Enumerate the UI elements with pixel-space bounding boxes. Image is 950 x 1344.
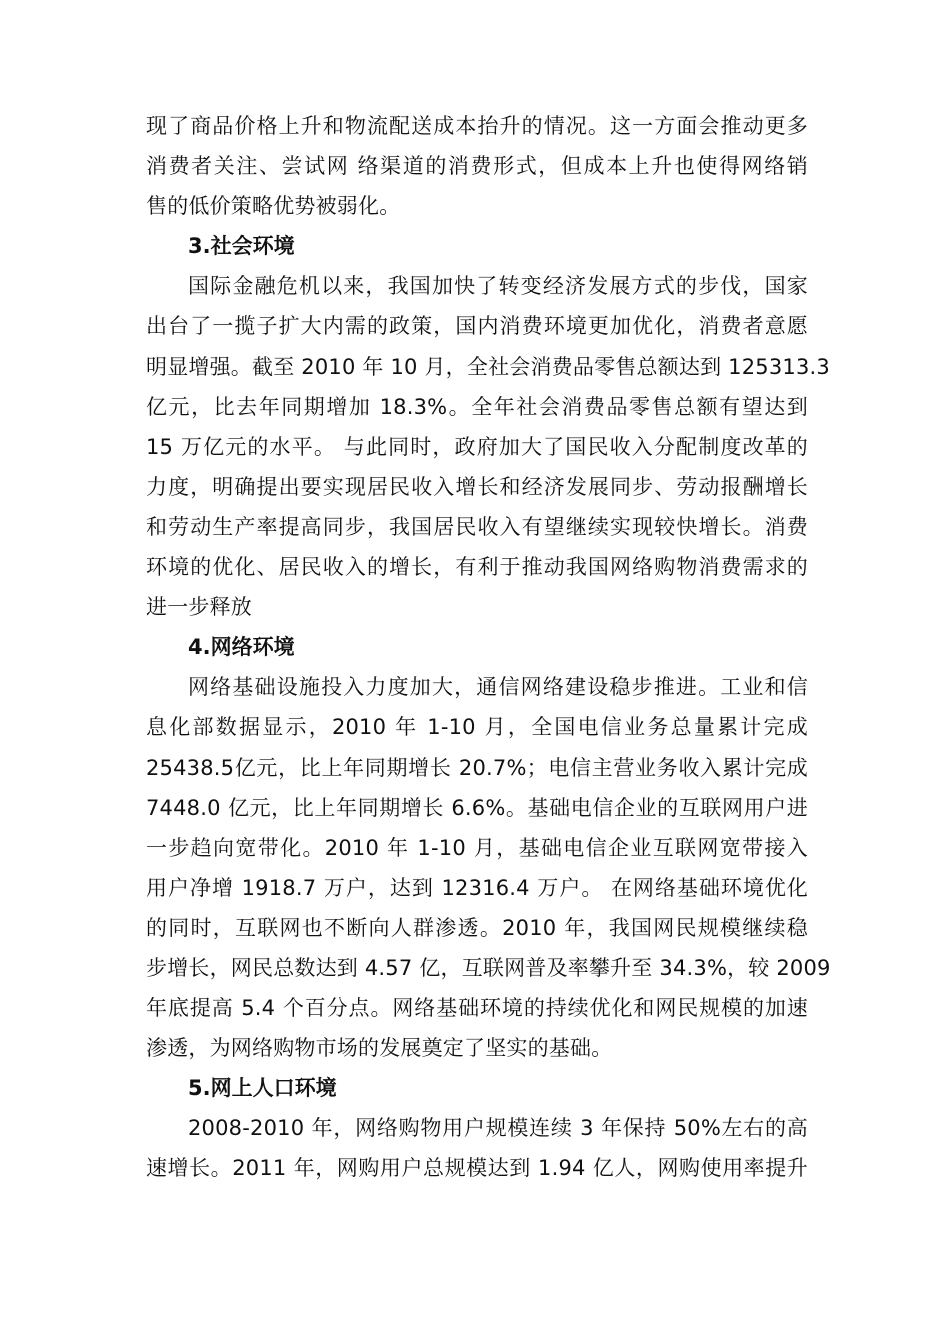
document-page (146, 106, 831, 1189)
section-heading-social: 3.社会环境 (188, 234, 295, 259)
text-line: 出台了一揽子扩大内需的政策，国内消费环境更加优化，消费者意愿 (146, 314, 808, 339)
text-line: 一步趋向宽带化。2010 年 1-10 月，基础电信企业互联网宽带接入 (146, 835, 808, 860)
section-heading-online-population: 5.网上人口环境 (188, 1076, 337, 1101)
text-line: 7448.0 亿元，比上年同期增长 6.6%。基础电信企业的互联网用户进 (146, 795, 808, 820)
text-line: 环境的优化、居民收入的增长，有利于推动我国网络购物消费需求的 (146, 555, 808, 580)
intro-paragraph (146, 106, 808, 226)
text-line: 售的低价策略优势被弱化。 (146, 194, 401, 219)
text-line: 消费者关注、尝试网 络渠道的消费形式，但成本上升也使得网络销 (146, 154, 808, 179)
text-line: 明显增强。截至 2010 年 10 月，全社会消费品零售总额达到 125313.3 (146, 354, 830, 379)
text-line: 现了商品价格上升和物流配送成本抬升的情况。这一方面会推动更多 (146, 114, 808, 138)
text-line: 速增长。2011 年，网购用户总规模达到 1.94 亿人，网购使用率提升 (146, 1156, 808, 1181)
section-heading-network: 4.网络环境 (188, 635, 295, 660)
text-line: 国际金融危机以来，我国加快了转变经济发展方式的步伐，国家 (188, 274, 808, 299)
text-line: 年底提高 5.4 个百分点。网络基础环境的持续优化和网民规模的加速 (146, 996, 808, 1021)
text-line: 亿元，比去年同期增加 18.3%。全年社会消费品零售总额有望达到 (146, 394, 808, 419)
text-line: 15 万亿元的水平。 与此同时，政府加大了国民收入分配制度改革的 (146, 434, 808, 459)
text-line: 的同时，互联网也不断向人群渗透。2010 年，我国网民规模继续稳 (146, 915, 808, 940)
network-environment-paragraph (146, 667, 831, 1068)
text-line: 息化部数据显示，2010 年 1-10 月，全国电信业务总量累计完成 (146, 715, 808, 740)
online-population-paragraph (146, 1108, 808, 1188)
text-line: 力度，明确提出要实现居民收入增长和经济发展同步、劳动报酬增长 (146, 474, 808, 499)
text-line: 步增长，网民总数达到 4.57 亿，互联网普及率攀升至 34.3%，较 2009 (146, 955, 831, 980)
text-line: 网络基础设施投入力度加大，通信网络建设稳步推进。工业和信 (188, 675, 808, 700)
text-line: 和劳动生产率提高同步，我国居民收入有望继续实现较快增长。消费 (146, 514, 808, 539)
social-environment-paragraph (146, 266, 830, 627)
text-line: 25438.5亿元，比上年同期增长 20.7%；电信主营业务收入累计完成 (146, 755, 808, 780)
text-line: 进一步释放 (146, 595, 252, 620)
text-line: 2008-2010 年，网络购物用户规模连续 3 年保持 50%左右的高 (188, 1116, 808, 1141)
text-line: 渗透，为网络购物市场的发展奠定了坚实的基础。 (146, 1036, 613, 1061)
text-line: 用户净增 1918.7 万户，达到 12316.4 万户。 在网络基础环境优化 (146, 875, 808, 900)
